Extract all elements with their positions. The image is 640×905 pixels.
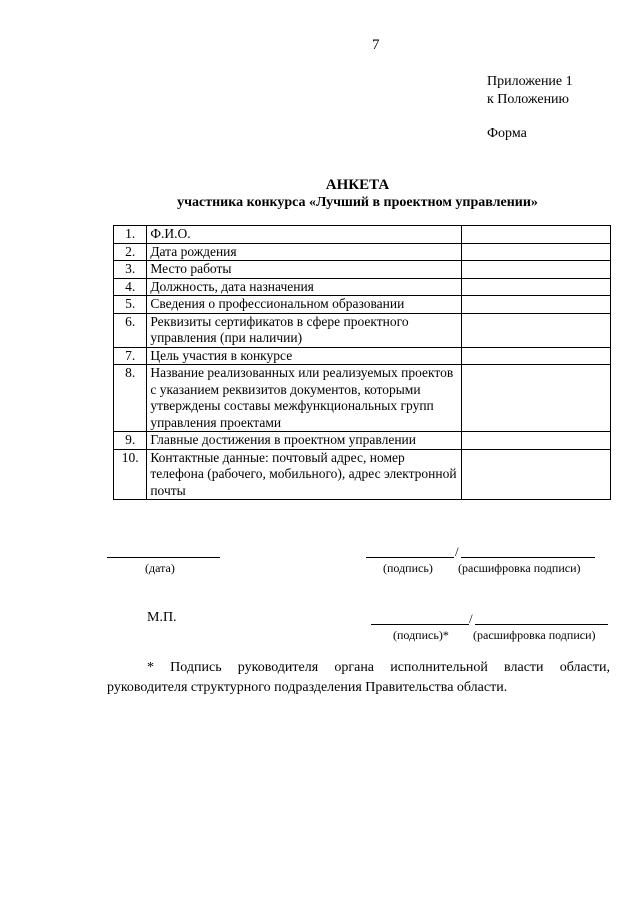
document-title: АНКЕТА xyxy=(325,177,390,193)
appendix-reference xyxy=(487,73,573,109)
row-label: Дата рождения xyxy=(147,243,462,261)
row-value-cell[interactable] xyxy=(462,449,611,500)
row-number: 10. xyxy=(114,449,147,500)
row-number: 5. xyxy=(114,296,147,314)
table-row xyxy=(114,278,611,296)
row-value-cell[interactable] xyxy=(462,296,611,314)
appendix-line-1: Приложение 1 xyxy=(487,74,573,89)
row-label: Цель участия в конкурсе xyxy=(147,347,462,365)
date-caption: (дата) xyxy=(145,561,175,575)
row-label: Главные достижения в проектном управлении xyxy=(147,432,462,450)
row-value-cell[interactable] xyxy=(462,313,611,347)
head-decoding-caption: (расшифровка подписи) xyxy=(473,628,596,642)
document-subtitle: участника конкурса «Лучший в проектном управлении» xyxy=(177,195,538,210)
head-signature-decoding-line[interactable] xyxy=(475,624,608,625)
signature-line[interactable] xyxy=(366,557,454,558)
row-number: 8. xyxy=(114,365,147,432)
table-row xyxy=(114,313,611,347)
signature-decoding-line[interactable] xyxy=(461,557,595,558)
table-row xyxy=(114,296,611,314)
table-row xyxy=(114,226,611,244)
row-label: Место работы xyxy=(147,261,462,279)
row-value-cell[interactable] xyxy=(462,365,611,432)
row-label: Реквизиты сертификатов в сфере проектного управления (при наличии) xyxy=(147,313,462,347)
form-label: Форма xyxy=(487,126,527,141)
row-value-cell[interactable] xyxy=(462,347,611,365)
table-row xyxy=(114,347,611,365)
page-number: 7 xyxy=(372,37,380,53)
footnote: * Подпись руководителя органа исполнительной власти области, руководителя структурного подразделения Правительства области. xyxy=(107,660,610,695)
table-row xyxy=(114,432,611,450)
row-label: Название реализованных или реализуемых проектов с указанием реквизитов документов, которыми утверждены составы межфункциональных групп управления проектами xyxy=(147,365,462,432)
head-signature-caption: (подпись)* xyxy=(393,628,449,642)
signature-separator: / xyxy=(455,544,459,559)
row-value-cell[interactable] xyxy=(462,243,611,261)
table-row xyxy=(114,449,611,500)
row-number: 1. xyxy=(114,226,147,244)
table-row xyxy=(114,261,611,279)
row-number: 9. xyxy=(114,432,147,450)
row-number: 4. xyxy=(114,278,147,296)
row-number: 2. xyxy=(114,243,147,261)
row-value-cell[interactable] xyxy=(462,278,611,296)
row-number: 3. xyxy=(114,261,147,279)
stamp-place-label: М.П. xyxy=(147,610,177,625)
row-label: Ф.И.О. xyxy=(147,226,462,244)
table-row xyxy=(114,243,611,261)
table-row xyxy=(114,365,611,432)
decoding-caption: (расшифровка подписи) xyxy=(458,561,581,575)
appendix-line-2: к Положению xyxy=(487,92,570,107)
date-line[interactable] xyxy=(107,557,220,558)
row-label: Сведения о профессиональном образовании xyxy=(147,296,462,314)
row-value-cell[interactable] xyxy=(462,432,611,450)
questionnaire-table xyxy=(113,225,611,500)
row-value-cell[interactable] xyxy=(462,261,611,279)
head-signature-separator: / xyxy=(469,611,473,626)
head-signature-line[interactable] xyxy=(371,624,469,625)
row-number: 6. xyxy=(114,313,147,347)
row-label: Контактные данные: почтовый адрес, номер телефона (рабочего, мобильного), адрес электронной почты xyxy=(147,449,462,500)
row-number: 7. xyxy=(114,347,147,365)
row-value-cell[interactable] xyxy=(462,226,611,244)
signature-caption: (подпись) xyxy=(383,561,433,575)
row-label: Должность, дата назначения xyxy=(147,278,462,296)
